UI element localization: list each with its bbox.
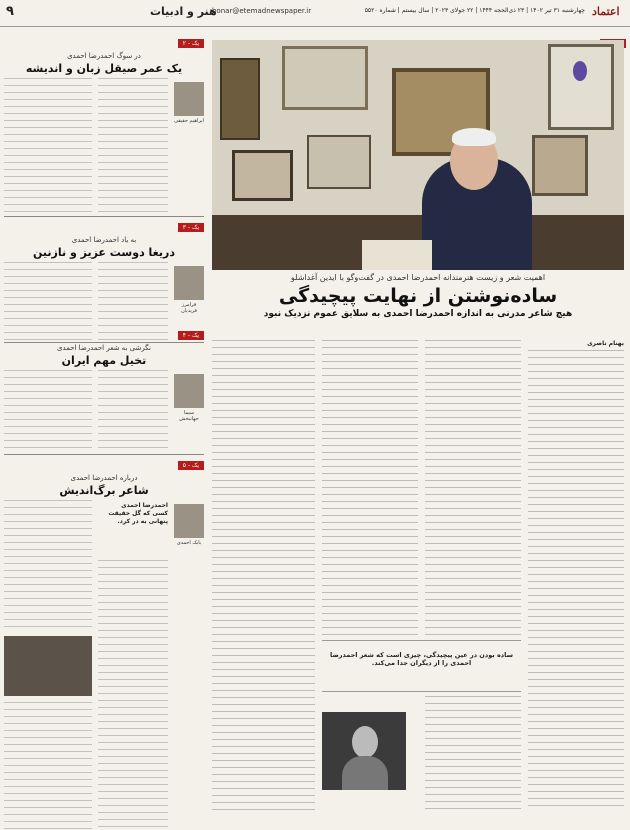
newspaper-logo: اعتماد: [592, 5, 620, 18]
side-text-1b: [4, 78, 92, 216]
side-text-4c: [4, 702, 92, 830]
body-column-2: [425, 340, 521, 640]
pull-quote: ساده بودن در عین پیچیدگی، چیزی است که شعر احمدرضا احمدی را از دیگران جدا می‌کند.: [330, 651, 513, 667]
side-text-1a: [98, 78, 168, 216]
section-title: هنر و ادبیات: [150, 5, 217, 18]
painting-lower-right: [532, 135, 588, 196]
byline: بهنام ناصری: [587, 340, 624, 347]
main-kicker: اهمیت شعر و زیست هنرمندانه احمدرضا احمدی در گفت‌وگو با ایدین آغداشلو: [290, 273, 546, 282]
sofa: [362, 240, 432, 270]
painting-right: [548, 44, 614, 130]
side-text-3b: [4, 370, 92, 454]
side-headline-1: یک عمر صیقل زبان و اندیشه: [25, 62, 183, 75]
side-kicker-1: در سوگ احمدرضا احمدی: [67, 52, 141, 60]
side-text-3a: [98, 370, 168, 454]
side-kicker-4: درباره احمدرضا احمدی: [70, 474, 138, 482]
author-name-2: فرامرز فریدیان: [181, 302, 197, 314]
side-tag-4: یک - ۵: [178, 461, 204, 470]
author-photo-2: [174, 266, 204, 300]
side-tag-3: یک - ۴: [178, 331, 204, 340]
side-article-3: [4, 322, 204, 455]
main-headline: ساده‌نوشتن از نهایت پیچیدگی: [278, 285, 558, 307]
side-article-1: [4, 30, 204, 217]
side-tag-1: یک - ۲: [178, 39, 204, 48]
side-kicker-2: به یاد احمدرضا احمدی: [71, 236, 137, 244]
page-number: ۹: [6, 4, 14, 19]
page-header: [0, 0, 630, 27]
painting-middle: [307, 135, 371, 189]
body-column-3: [322, 340, 418, 640]
side-headline-2: دریغا دوست عزیز و نازنین: [33, 246, 175, 259]
body-column-1: [528, 340, 624, 810]
secondary-photo: [322, 712, 406, 790]
email-link[interactable]: honar@etemadnewspaper.ir: [212, 7, 312, 15]
portrait-hair: [452, 128, 496, 146]
author-name-4: بابک احمدی: [176, 540, 202, 546]
author-photo-4: [174, 504, 204, 538]
side-text-4a: [98, 560, 168, 830]
main-body: [212, 340, 624, 810]
bookshelf-photo: [4, 636, 92, 696]
main-subhead: هیچ شاعر مدرنی به اندازه احمدرضا احمدی به سلایق عموم نزدیک نبود: [263, 309, 573, 319]
author-photo-1: [174, 82, 204, 116]
date-line: چهارشنبه ۳۱ تیر ۱۴۰۲ | ۲۳ ذی‌الحجه ۱۴۴۴ | ۲۲ جولای ۲۰۲۳ | سال بیستم | شماره ۵۵۲۰: [364, 7, 585, 14]
main-photo: [212, 40, 624, 270]
painting-lower-left: [232, 150, 293, 201]
text-lines: [528, 350, 624, 810]
author-photo-3: [174, 374, 204, 408]
side-text-4b: [4, 500, 92, 630]
author-name-1: ابراهیم حقیقی: [174, 118, 204, 124]
side-quote-4: احمدرضا احمدی کسی که گل حقیقت پنهانی به در کرد.: [108, 502, 168, 525]
painting-left: [220, 58, 260, 140]
side-kicker-3: نگرشی به شعر احمدرضا احمدی: [56, 344, 151, 352]
body-column-4: [212, 340, 315, 810]
side-article-4: [4, 452, 204, 830]
pull-quote-box: [322, 640, 521, 692]
side-tag-2: یک - ۳: [178, 223, 204, 232]
main-heading-block: [212, 273, 624, 319]
side-headline-4: شاعر برگ‌اندیش: [59, 484, 149, 497]
body-column-2b: [425, 696, 521, 810]
author-name-3: سیما جهانبخش: [179, 410, 199, 422]
painting-top: [282, 46, 368, 110]
side-headline-3: تخیل مهم ایران: [61, 354, 147, 367]
